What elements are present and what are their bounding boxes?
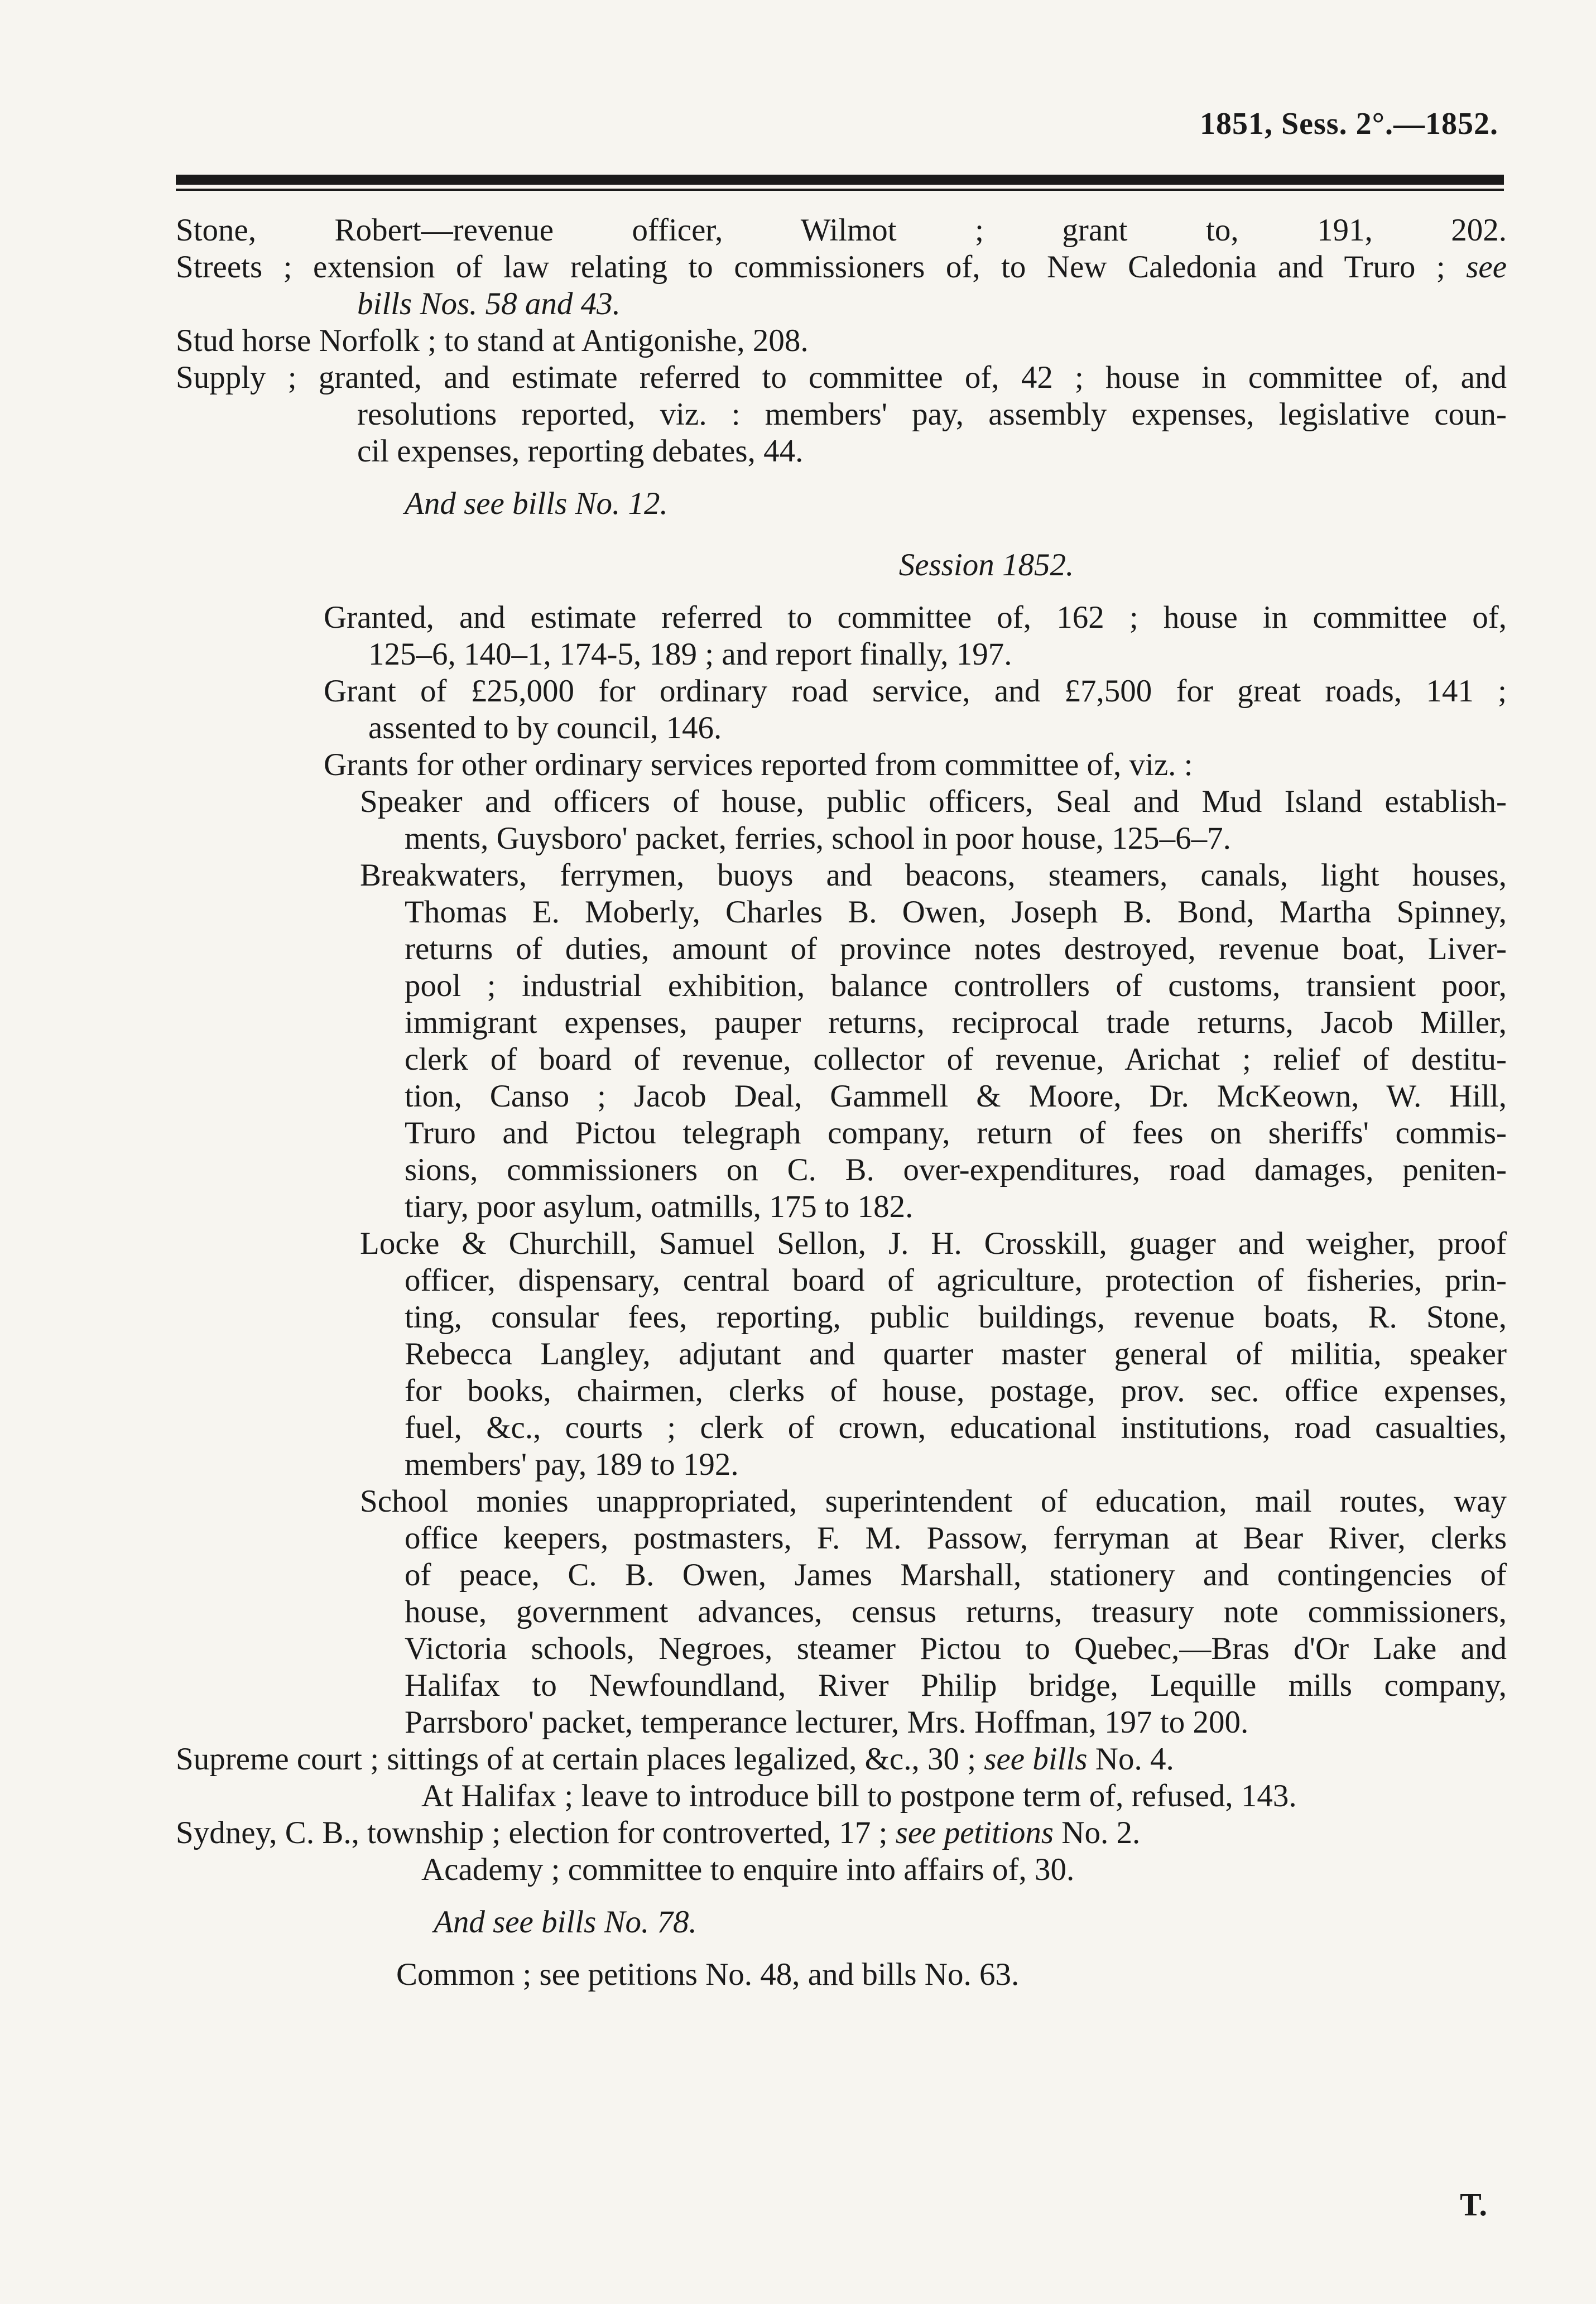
entry-line: clerk of board of revenue, collector of revenue, Arichat ; relief of destitu- <box>405 1042 1507 1077</box>
entry-line: 125–6, 140–1, 174-5, 189 ; and report finally, 197. <box>368 637 1012 672</box>
entry-line: officer, dispensary, central board of agriculture, protection of fisheries, prin- <box>405 1263 1507 1298</box>
entry-line: School monies unappropriated, superintendent of education, mail routes, way <box>360 1484 1507 1519</box>
entry-line: sions, commissioners on C. B. over-expenditures, road damages, peniten- <box>405 1152 1507 1187</box>
entry-line: Victoria schools, Negroes, steamer Pictou to Quebec,—Bras d'Or Lake and <box>405 1631 1507 1666</box>
entry-line: of peace, C. B. Owen, James Marshall, stationery and contingencies of <box>405 1557 1507 1593</box>
entry-line: resolutions reported, viz. : members' pay, assembly expenses, legislative coun- <box>357 397 1507 432</box>
entry-line: Truro and Pictou telegraph company, return of fees on sheriffs' commis- <box>405 1115 1507 1151</box>
entry-line: ments, Guysboro' packet, ferries, school in poor house, 125–6–7. <box>405 821 1231 856</box>
entry-line: for books, chairmen, clerks of house, postage, prov. sec. office expenses, <box>405 1373 1507 1408</box>
entry-line: And see bills No. 12. <box>405 486 668 521</box>
entry-line: Locke & Churchill, Samuel Sellon, J. H. Crosskill, guager and weigher, proof <box>360 1226 1507 1261</box>
entry-line: bills Nos. 58 and 43. <box>357 286 621 321</box>
signature-mark: T. <box>1460 2186 1487 2223</box>
entry-line: Sydney, C. B., township ; election for controverted, 17 ; see petitions No. 2. <box>176 1815 1141 1850</box>
entry-line: And see bills No. 78. <box>434 1904 697 1940</box>
entry-line: ting, consular fees, reporting, public buildings, revenue boats, R. Stone, <box>405 1300 1507 1335</box>
entry-line: Granted, and estimate referred to committee of, 162 ; house in committee of, <box>324 600 1507 635</box>
header-rule-thin <box>176 189 1504 191</box>
entry-line: returns of duties, amount of province notes destroyed, revenue boat, Liver- <box>405 931 1507 966</box>
entry-line: At Halifax ; leave to introduce bill to postpone term of, refused, 143. <box>421 1778 1297 1814</box>
session-heading: Session 1852. <box>898 547 1074 583</box>
entry-line: Grant of £25,000 for ordinary road service, and £7,500 for great roads, 141 ; <box>324 674 1507 709</box>
entry-line: immigrant expenses, pauper returns, reciprocal trade returns, Jacob Miller, <box>405 1005 1507 1040</box>
entry-line: house, government advances, census returns, treasury note commissioners, <box>405 1594 1507 1629</box>
entry-line: Thomas E. Moberly, Charles B. Owen, Joseph B. Bond, Martha Spinney, <box>405 894 1507 930</box>
header-rule-thick <box>176 175 1504 185</box>
entry-line: cil expenses, reporting debates, 44. <box>357 434 804 469</box>
entry-line: Grants for other ordinary services reported from committee of, viz. : <box>324 747 1193 782</box>
running-head: 1851, Sess. 2°.—1852. <box>1200 107 1498 141</box>
entry-line: Stud horse Norfolk ; to stand at Antigonishe, 208. <box>176 323 809 358</box>
entry-line: Halifax to Newfoundland, River Philip bridge, Lequille mills company, <box>405 1668 1507 1703</box>
entry-line: assented to by council, 146. <box>368 710 722 745</box>
entry-line: fuel, &c., courts ; clerk of crown, educational institutions, road casualties, <box>405 1410 1507 1445</box>
index-content <box>176 212 1507 1993</box>
entry-line: Supreme court ; sittings of at certain places legalized, &c., 30 ; see bills No. 4. <box>176 1742 1174 1777</box>
entry-line: Speaker and officers of house, public officers, Seal and Mud Island establish- <box>360 784 1507 819</box>
entry-line: Academy ; committee to enquire into affairs of, 30. <box>421 1852 1075 1887</box>
entry-line: Supply ; granted, and estimate referred to committee of, 42 ; house in committee of, and <box>176 360 1507 395</box>
entry-line: Stone, Robert—revenue officer, Wilmot ; grant to, 191, 202. <box>176 213 1507 248</box>
entry-line: pool ; industrial exhibition, balance controllers of customs, transient poor, <box>405 968 1507 1003</box>
entry-line: Common ; see petitions No. 48, and bills No. 63. <box>396 1957 1020 1992</box>
entry-line: office keepers, postmasters, F. M. Passow, ferryman at Bear River, clerks <box>405 1521 1507 1556</box>
entry-line: Rebecca Langley, adjutant and quarter master general of militia, speaker <box>405 1336 1507 1372</box>
entry-line: Streets ; extension of law relating to commissioners of, to New Caledonia and Truro ; see <box>176 249 1507 285</box>
entry-line: Breakwaters, ferrymen, buoys and beacons, steamers, canals, light houses, <box>360 858 1507 893</box>
entry-line: tiary, poor asylum, oatmills, 175 to 182. <box>405 1189 914 1224</box>
entry-line: Parrsboro' packet, temperance lecturer, Mrs. Hoffman, 197 to 200. <box>405 1705 1249 1740</box>
entry-line: members' pay, 189 to 192. <box>405 1447 739 1482</box>
entry-line: tion, Canso ; Jacob Deal, Gammell & Moore, Dr. McKeown, W. Hill, <box>405 1079 1507 1114</box>
